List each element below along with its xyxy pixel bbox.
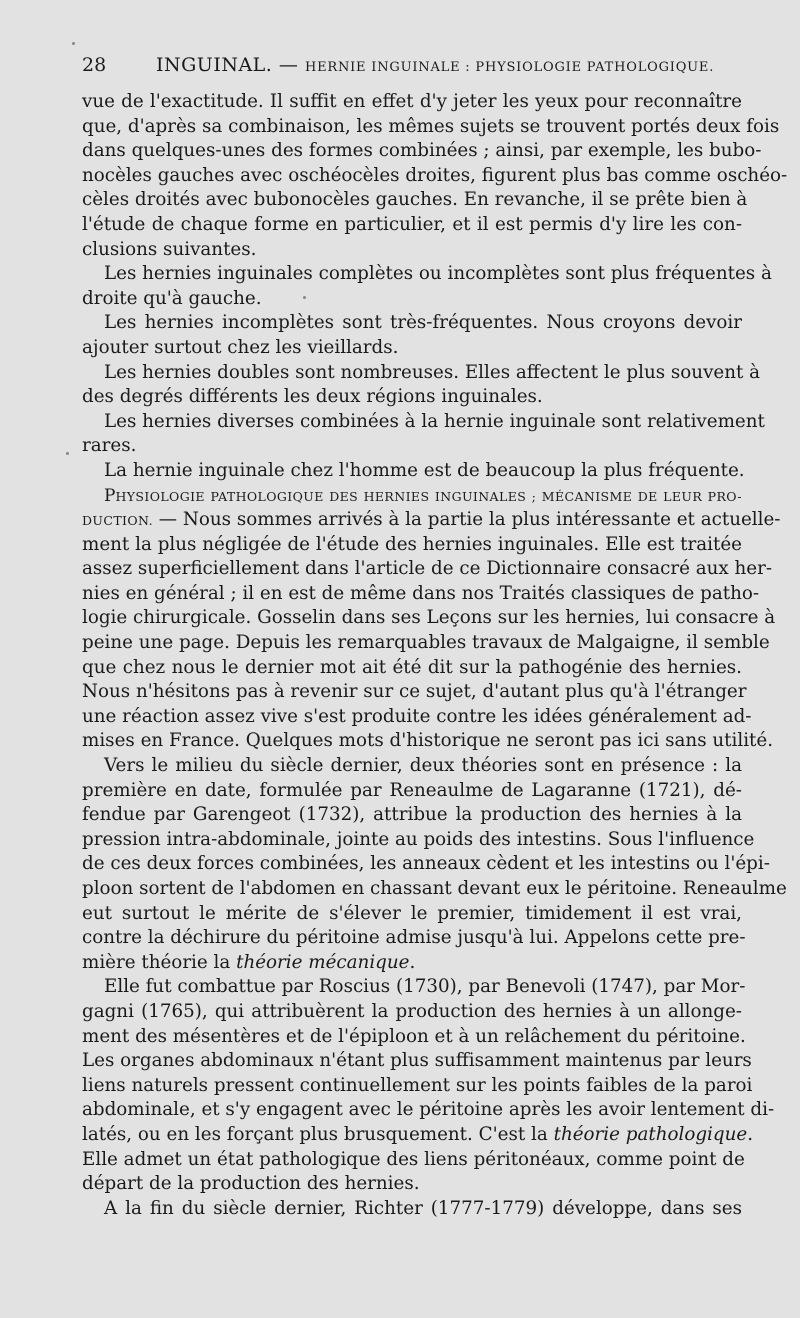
text-line: fendue par Garengeot (1732), attribue la production des hernies à la — [82, 804, 742, 826]
running-title: INGUINAL. — [156, 54, 273, 76]
text-line: Elle admet un état pathologique des liens péritonéaux, comme point de — [82, 1148, 745, 1170]
text-line: rares. — [82, 435, 137, 457]
text-line: Les hernies inguinales complètes ou incomplètes sont plus fréquentes à — [104, 263, 772, 285]
running-head — [156, 54, 714, 76]
text-line: ploon sortent de l'abdomen en chassant devant eux le péritoine. Reneaulme — [82, 878, 787, 899]
text-line: Les hernies doubles sont nombreuses. Elles affectent le plus souvent à — [104, 361, 761, 383]
text-line: vue de l'exactitude. Il suffit en effet d'y jeter les yeux pour reconnaître — [82, 91, 742, 112]
text-line: nocèles gauches avec oschéocèles droites, figurent plus bas comme oschéo- — [82, 164, 788, 186]
text-line: Vers le milieu du siècle dernier, deux théories sont en présence : la — [104, 755, 742, 777]
text-line: ajouter surtout chez les vieillards. — [82, 336, 399, 358]
text-line: première en date, formulée par Reneaulme de Lagaranne (1721), dé- — [82, 779, 742, 801]
print-speck — [303, 296, 306, 299]
text-line: assez superficiellement dans l'article de ce Dictionnaire consacré aux her- — [82, 558, 773, 580]
print-speck — [72, 42, 75, 45]
page-header — [82, 54, 762, 84]
text-line: l'étude de chaque forme en particulier, et il est permis d'y lire les con- — [82, 213, 742, 235]
text-line: une réaction assez vive s'est produite contre les idées généralement ad- — [82, 705, 752, 727]
text-line: cèles droités avec bubonocèles gauches. En revanche, il se prête bien à — [82, 189, 748, 211]
text-line: pression intra-abdominale, jointe au poids des intestins. Sous l'influence — [82, 828, 755, 850]
text-line: des degrés différents les deux régions inguinales. — [82, 386, 543, 408]
text-line: Les hernies diverses combinées à la hernie inguinale sont relativement — [104, 410, 765, 432]
text-line: Les organes abdominaux n'étant plus suffisamment maintenus par leurs — [82, 1050, 752, 1072]
running-dash: — — [272, 54, 305, 76]
text-line: abdominale, et s'y engagent avec le péritoine après les avoir lentement di- — [82, 1099, 775, 1121]
text-line: peine une page. Depuis les remarquables travaux de Malgaigne, il semble — [82, 632, 770, 654]
text-line: liens naturels pressent continuellement sur les points faibles de la paroi — [82, 1074, 753, 1096]
running-subtitle: HERNIE INGUINALE : PHYSIOLOGIE PATHOLOGIQUE. — [304, 60, 715, 75]
print-speck — [66, 452, 69, 455]
text-line: Elle fut combattue par Roscius (1730), par Benevoli (1747), par Mor- — [104, 976, 746, 998]
text-line: Nous n'hésitons pas à revenir sur ce sujet, d'autant plus qu'à l'étranger — [82, 681, 747, 703]
text-line: mises en France. Quelques mots d'historique ne seront pas ici sans utilité. — [82, 730, 774, 752]
text-line: clusions suivantes. — [82, 238, 257, 260]
text-line: ment la plus négligée de l'étude des hernies inguinales. Elle est traitée — [82, 533, 742, 555]
text-line: mière théorie la théorie mécanique. — [82, 951, 416, 973]
page-number: 28 — [82, 54, 107, 76]
text-line: Les hernies incomplètes sont très-fréquentes. Nous croyons devoir — [104, 312, 742, 334]
text-line: gagni (1765), qui attribuèrent la production des hernies à un allonge- — [82, 1000, 742, 1022]
text-line: La hernie inguinale chez l'homme est de beaucoup la plus fréquente. — [104, 459, 745, 481]
body-text — [82, 90, 788, 1221]
text-line: de ces deux forces combinées, les anneaux cèdent et les intestins ou l'épi- — [82, 853, 770, 875]
text-line: que, d'après sa combinaison, les mêmes sujets se trouvent portés deux fois — [82, 115, 780, 137]
text-line: logie chirurgicale. Gosselin dans ses Leçons sur les hernies, lui consacre à — [82, 607, 776, 629]
text-line: PHYSIOLOGIE PATHOLOGIQUE DES HERNIES INGUINALES ; MÉCANISME DE LEUR PRO- — [104, 485, 742, 506]
text-line: DUCTION. — Nous sommes arrivés à la partie la plus intéressante et actuelle- — [82, 509, 781, 531]
text-line: contre la déchirure du péritoine admise jusqu'à lui. Appelons cette pre- — [82, 927, 746, 949]
text-line: droite qu'à gauche. — [82, 287, 262, 309]
text-line: nies en général ; il en est de même dans nos Traités classiques de patho- — [82, 582, 760, 604]
text-line: dans quelques-unes des formes combinées ; ainsi, par exemple, les bubo- — [82, 140, 762, 162]
text-line: ment des mésentères et de l'épiploon et à un relâchement du péritoine. — [82, 1025, 746, 1047]
text-line: A la fin du siècle dernier, Richter (1777-1779) développe, dans ses — [104, 1197, 742, 1219]
text-line: départ de la production des hernies. — [82, 1173, 420, 1195]
text-line: eut surtout le mérite de s'élever le premier, timidement il est vrai, — [82, 902, 742, 924]
text-line: que chez nous le dernier mot ait été dit sur la pathogénie des hernies. — [82, 656, 742, 678]
text-line: latés, ou en les forçant plus brusquement. C'est la théorie pathologique. — [82, 1123, 753, 1145]
